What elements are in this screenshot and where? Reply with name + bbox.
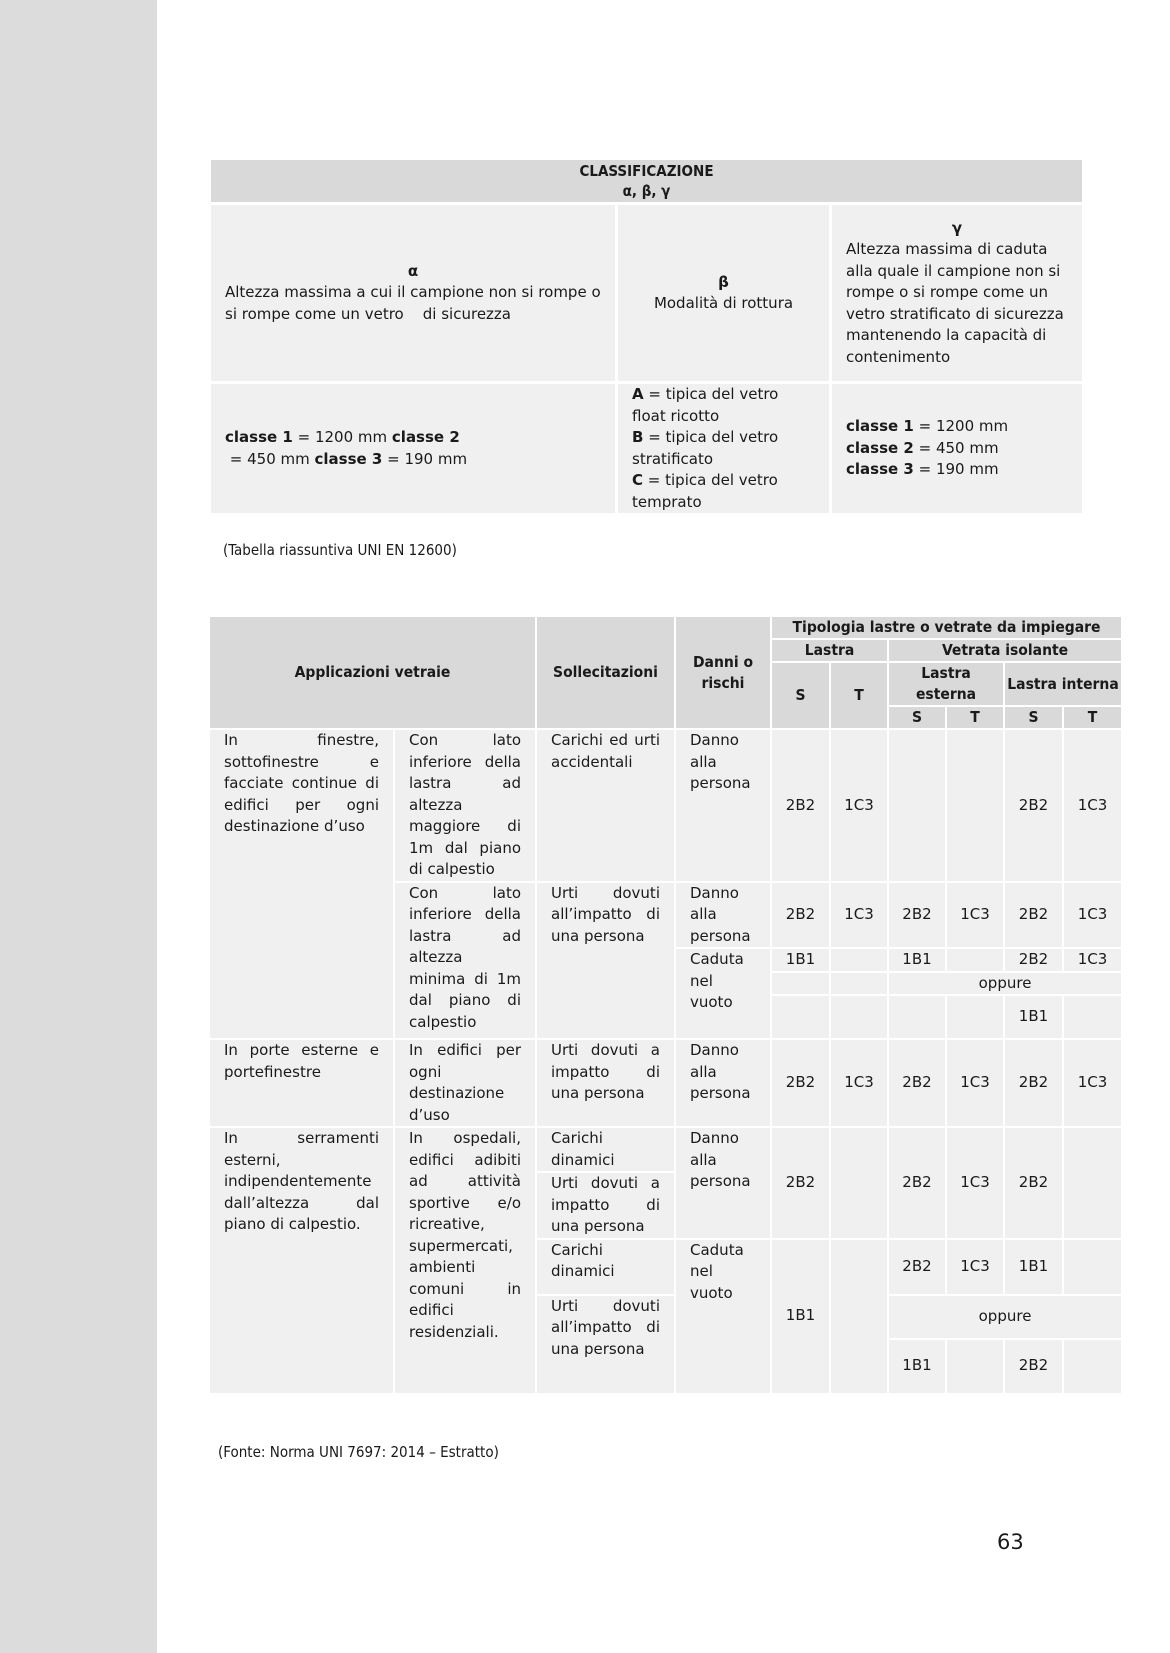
g3-r3-est-t bbox=[946, 1339, 1004, 1394]
header-vetrata-isolante: Vetrata isolante bbox=[888, 639, 1122, 662]
header-danni: Danni o rischi bbox=[675, 616, 771, 729]
g2-danno: Danno alla persona bbox=[675, 1039, 771, 1127]
alpha-cell bbox=[210, 204, 617, 383]
header-lastra-esterna: Lastra esterna bbox=[888, 662, 1004, 706]
g1-alt-empty-4 bbox=[946, 995, 1004, 1039]
g3-r1-int-t bbox=[1063, 1127, 1122, 1239]
classification-table bbox=[208, 157, 1085, 516]
g1-sub2: Con lato inferiore della lastra ad altezza minima di 1m dal piano di calpestio bbox=[394, 882, 536, 1040]
g3-sub: In ospedali, edifici adibiti ad attività sportive e/o ricreative, supermercati, ambienti comuni in edifici residenziali. bbox=[394, 1127, 536, 1394]
alpha-class3-value: = 190 mm bbox=[382, 449, 468, 468]
g1-r2-sollecitazione: Urti dovuti all’impatto di una persona bbox=[536, 882, 675, 1040]
alpha-class1-value: = 1200 mm bbox=[292, 428, 392, 446]
g3-r2-lastra-s: 1B1 bbox=[771, 1239, 830, 1394]
g1-r3-est-t bbox=[946, 948, 1004, 972]
g1-r2-int-t: 1C3 bbox=[1063, 882, 1122, 949]
header-applicazioni: Applicazioni vetraie bbox=[209, 616, 536, 729]
beta-description: Modalità di rottura bbox=[653, 294, 794, 312]
header-lastra-s: S bbox=[771, 662, 830, 729]
g1-r1-est-t bbox=[946, 729, 1004, 882]
g2-sub: In edifici per ogni destinazione d’uso bbox=[394, 1039, 536, 1127]
g3-r2-int-s: 1B1 bbox=[1004, 1239, 1063, 1295]
g1-alt-empty-1 bbox=[771, 995, 830, 1039]
g3-r1-lastra-t bbox=[830, 1127, 888, 1239]
g1-r3-danno: Caduta nel vuoto bbox=[675, 948, 771, 1039]
g3-r2-est-t: 1C3 bbox=[946, 1239, 1004, 1295]
g1-application: In finestre, sottofinestre e facciate continue di edifici per ogni destinazione d’uso bbox=[209, 729, 394, 1039]
g2-int-t: 1C3 bbox=[1063, 1039, 1122, 1127]
gamma-class3-label: classe 3 bbox=[846, 460, 914, 479]
g1-sub1: Con lato inferiore della lastra ad altezza maggiore di 1m dal piano di calpestio bbox=[394, 729, 536, 882]
g2-est-t: 1C3 bbox=[946, 1039, 1004, 1127]
gamma-class2-label: classe 2 bbox=[846, 438, 914, 457]
g3-r1-est-t: 1C3 bbox=[946, 1127, 1004, 1239]
gamma-class1-label: classe 1 bbox=[846, 417, 914, 436]
g3-r2-lastra-t bbox=[830, 1239, 888, 1394]
g1-r2-est-t: 1C3 bbox=[946, 882, 1004, 949]
gamma-description: Altezza massima di caduta alla quale il campione non si rompe o si rompe come un vetro stratificato di sicurezza mantenendo la capacità di contenimento bbox=[846, 240, 1064, 366]
beta-a-value: = tipica del vetro float ricotto bbox=[632, 385, 779, 425]
g3-r2-est-s: 2B2 bbox=[888, 1239, 946, 1295]
g1-r2-est-s: 2B2 bbox=[888, 882, 946, 949]
g1-oppure-empty-2 bbox=[830, 972, 888, 996]
g1-r1-int-t: 1C3 bbox=[1063, 729, 1122, 882]
header-lastra: Lastra bbox=[771, 639, 888, 662]
g3-danno1: Danno alla persona bbox=[675, 1127, 771, 1239]
g1-r1-sollecitazione: Carichi ed urti accidentali bbox=[536, 729, 675, 882]
g3-soll3: Carichi dinamici bbox=[536, 1239, 675, 1295]
classification-header bbox=[210, 159, 1084, 204]
g1-r3-lastra-s: 1B1 bbox=[771, 948, 830, 972]
beta-modes bbox=[617, 383, 831, 515]
alpha-class3-label: classe 3 bbox=[314, 449, 383, 468]
g3-oppure: oppure bbox=[888, 1295, 1122, 1339]
g1-r2-lastra-t: 1C3 bbox=[830, 882, 888, 949]
g3-r1-int-s: 2B2 bbox=[1004, 1127, 1063, 1239]
g3-r1-est-s: 2B2 bbox=[888, 1127, 946, 1239]
table1-caption: (Tabella riassuntiva UNI EN 12600) bbox=[223, 541, 457, 559]
g1-r1-danno: Danno alla persona bbox=[675, 729, 771, 882]
g1-alt-int-s: 1B1 bbox=[1004, 995, 1063, 1039]
g1-r1-int-s: 2B2 bbox=[1004, 729, 1063, 882]
g2-sollecitazione: Urti dovuti a impatto di una persona bbox=[536, 1039, 675, 1127]
table2-caption: (Fonte: Norma UNI 7697: 2014 – Estratto) bbox=[218, 1443, 499, 1461]
header-interna-s: S bbox=[1004, 706, 1063, 729]
classification-title: CLASSIFICAZIONE bbox=[579, 162, 714, 180]
g3-soll1: Carichi dinamici bbox=[536, 1127, 675, 1172]
g1-r2-lastra-s: 2B2 bbox=[771, 882, 830, 949]
gamma-class3-value: = 190 mm bbox=[913, 460, 999, 479]
g3-r3-int-s: 2B2 bbox=[1004, 1339, 1063, 1394]
header-lastra-interna: Lastra interna bbox=[1004, 662, 1122, 706]
header-sollecitazioni: Sollecitazioni bbox=[536, 616, 675, 729]
g3-soll4: Urti dovuti all’impatto di una persona bbox=[536, 1295, 675, 1394]
g2-lastra-t: 1C3 bbox=[830, 1039, 888, 1127]
beta-symbol: β bbox=[718, 272, 729, 291]
alpha-description: Altezza massima a cui il campione non si rompe o si rompe come un vetro di sicurezza bbox=[225, 283, 606, 323]
g3-danno2: Caduta nel vuoto bbox=[675, 1239, 771, 1394]
header-interna-t: T bbox=[1063, 706, 1122, 729]
left-margin-band bbox=[0, 0, 157, 1653]
g3-soll2: Urti dovuti a impatto di una persona bbox=[536, 1172, 675, 1239]
alpha-classes bbox=[210, 383, 617, 515]
g1-r1-est-s bbox=[888, 729, 946, 882]
alpha-class1-label: classe 1 bbox=[225, 428, 293, 446]
alpha-class2-value: = 450 mm bbox=[225, 449, 315, 468]
g1-r3-est-s: 1B1 bbox=[888, 948, 946, 972]
header-esterna-t: T bbox=[946, 706, 1004, 729]
g2-int-s: 2B2 bbox=[1004, 1039, 1063, 1127]
header-tipologia: Tipologia lastre o vetrate da impiegare bbox=[771, 616, 1122, 639]
g1-r3-int-s: 2B2 bbox=[1004, 948, 1063, 972]
g1-r2-danno: Danno alla persona bbox=[675, 882, 771, 949]
alpha-class2-label: classe 2 bbox=[391, 428, 460, 446]
g1-alt-empty-5 bbox=[1063, 995, 1122, 1039]
g2-est-s: 2B2 bbox=[888, 1039, 946, 1127]
gamma-class1-value: = 1200 mm bbox=[913, 417, 1009, 436]
gamma-class2-value: = 450 mm bbox=[913, 438, 999, 457]
g2-application: In porte esterne e portefinestre bbox=[209, 1039, 394, 1127]
g1-r3-int-t: 1C3 bbox=[1063, 948, 1122, 972]
g1-r2-int-s: 2B2 bbox=[1004, 882, 1063, 949]
g1-alt-empty-2 bbox=[830, 995, 888, 1039]
beta-b-value: = tipica del vetro stratificato bbox=[632, 428, 779, 468]
g1-alt-empty-3 bbox=[888, 995, 946, 1039]
classification-symbols: α, β, γ bbox=[622, 182, 671, 200]
glazing-applications-table bbox=[208, 615, 1123, 1395]
g3-r3-est-s: 1B1 bbox=[888, 1339, 946, 1394]
g1-oppure: oppure bbox=[888, 972, 1122, 996]
header-lastra-t: T bbox=[830, 662, 888, 729]
page-number: 63 bbox=[997, 1530, 1024, 1554]
g3-r1-lastra-s: 2B2 bbox=[771, 1127, 830, 1239]
gamma-cell bbox=[831, 204, 1084, 383]
header-esterna-s: S bbox=[888, 706, 946, 729]
alpha-symbol: α bbox=[407, 261, 419, 280]
g3-application: In serramenti esterni, indipendentemente dall’altezza dal piano di calpestio. bbox=[209, 1127, 394, 1394]
g3-r2-int-t bbox=[1063, 1239, 1122, 1295]
g3-r3-int-t bbox=[1063, 1339, 1122, 1394]
beta-c-value: = tipica del vetro temprato bbox=[632, 471, 778, 511]
gamma-symbol: γ bbox=[951, 218, 963, 237]
beta-cell bbox=[617, 204, 831, 383]
gamma-classes bbox=[831, 383, 1084, 515]
beta-b-label: B bbox=[632, 428, 644, 446]
g2-lastra-s: 2B2 bbox=[771, 1039, 830, 1127]
beta-c-label: C bbox=[632, 471, 644, 489]
g1-oppure-empty-1 bbox=[771, 972, 830, 996]
beta-a-label: A bbox=[632, 385, 644, 403]
g1-r3-lastra-t bbox=[830, 948, 888, 972]
g1-r1-lastra-s: 2B2 bbox=[771, 729, 830, 882]
g1-r1-lastra-t: 1C3 bbox=[830, 729, 888, 882]
